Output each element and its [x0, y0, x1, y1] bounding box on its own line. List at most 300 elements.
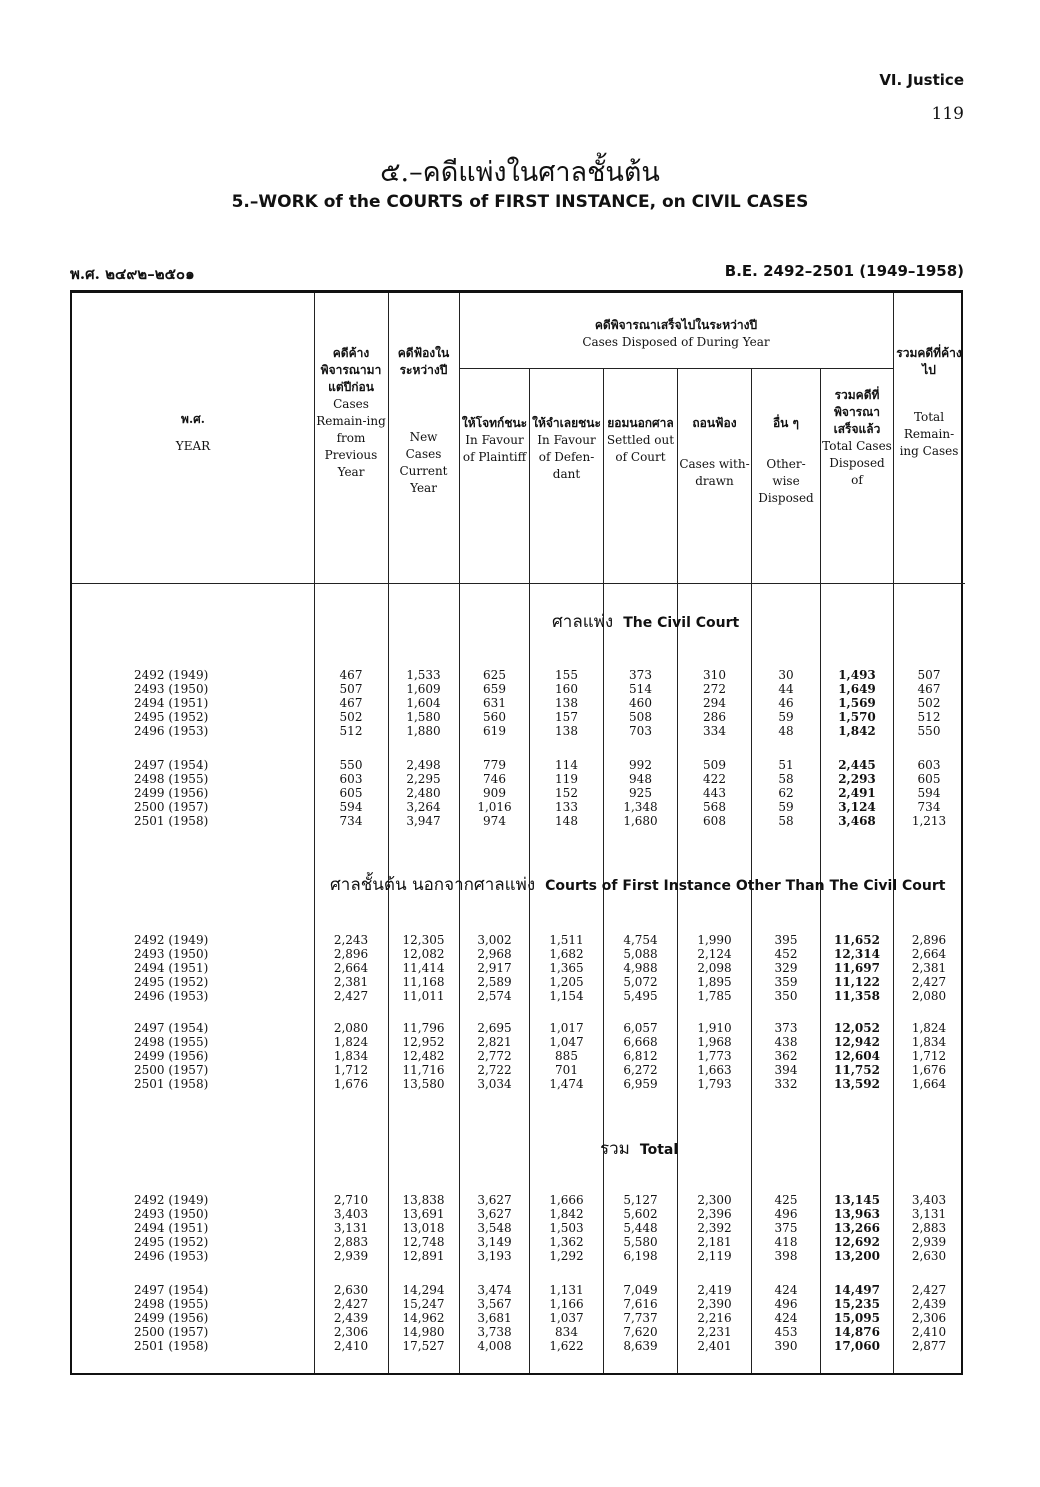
cell-settled: 5,495 [623, 989, 658, 1003]
cell-total-disposed: 12,604 [834, 1049, 880, 1063]
table-row [72, 933, 965, 947]
cell-defendant: 152 [555, 786, 578, 800]
cell-total-disposed: 12,942 [834, 1035, 880, 1049]
cell-defendant: 1,131 [549, 1283, 584, 1297]
cell-total-remaining: 502 [917, 696, 941, 710]
table-row [72, 682, 965, 696]
cell-new-cases: 13,838 [402, 1193, 445, 1207]
cell-otherwise: 350 [774, 989, 798, 1003]
cell-defendant: 1,154 [549, 989, 584, 1003]
table-row [72, 1339, 965, 1353]
table-row [72, 696, 965, 710]
cell-total-disposed: 15,095 [834, 1311, 880, 1325]
cell-new-cases: 14,980 [402, 1325, 445, 1339]
table-row [72, 786, 965, 800]
cell-remaining: 2,939 [333, 1249, 369, 1263]
cell-defendant: 119 [555, 772, 578, 786]
cell-settled: 6,272 [623, 1063, 658, 1077]
cell-total-remaining: 467 [917, 682, 941, 696]
civil-cases-table [70, 290, 963, 1375]
cell-settled: 7,737 [623, 1311, 658, 1325]
cell-year: 2501 (1958) [134, 1339, 209, 1353]
cell-total-remaining: 2,381 [911, 961, 947, 975]
cell-withdrawn: 2,216 [697, 1311, 732, 1325]
cell-year: 2499 (1956) [134, 786, 209, 800]
cell-withdrawn: 509 [703, 758, 726, 772]
period-thai: พ.ศ. ๒๔๙๒–๒๕๐๑ [70, 265, 195, 283]
cell-withdrawn: 310 [703, 668, 726, 682]
table-row [72, 1063, 965, 1077]
cell-total-disposed: 1,493 [838, 668, 876, 682]
cell-total-disposed: 11,122 [834, 975, 880, 989]
cell-new-cases: 15,247 [402, 1297, 445, 1311]
cell-total-disposed: 1,570 [838, 710, 876, 724]
cell-plaintiff: 3,193 [477, 1249, 512, 1263]
table-row [72, 1207, 965, 1221]
cell-year: 2499 (1956) [134, 1049, 209, 1063]
cell-new-cases: 2,480 [406, 786, 441, 800]
cell-total-remaining: 734 [917, 800, 941, 814]
cell-defendant: 1,842 [549, 1207, 584, 1221]
cell-plaintiff: 746 [483, 772, 506, 786]
cell-total-disposed: 11,697 [834, 961, 880, 975]
table-row [72, 1049, 965, 1063]
cell-total-remaining: 594 [917, 786, 941, 800]
cell-settled: 1,348 [623, 800, 658, 814]
cell-total-disposed: 13,266 [834, 1221, 880, 1235]
cell-plaintiff: 631 [483, 696, 506, 710]
cell-defendant: 160 [555, 682, 578, 696]
cell-total-remaining: 2,427 [911, 1283, 947, 1297]
cell-withdrawn: 2,231 [697, 1325, 732, 1339]
cell-otherwise: 332 [774, 1077, 798, 1091]
cell-defendant: 1,682 [549, 947, 584, 961]
cell-total-remaining: 1,213 [911, 814, 947, 828]
cell-total-remaining: 1,676 [911, 1063, 947, 1077]
header-new-cases: คดีฟ้องใน ระหว่างปี New Cases Current Year [397, 346, 450, 495]
cell-defendant: 1,166 [549, 1297, 584, 1311]
cell-year: 2498 (1955) [134, 1035, 209, 1049]
cell-defendant: 138 [555, 696, 578, 710]
table-row [72, 1325, 965, 1339]
cell-year: 2499 (1956) [134, 1311, 209, 1325]
cell-total-disposed: 11,752 [834, 1063, 880, 1077]
cell-year: 2495 (1952) [134, 710, 209, 724]
cell-settled: 6,812 [623, 1049, 658, 1063]
table-row [72, 814, 965, 828]
cell-year: 2495 (1952) [134, 975, 209, 989]
cell-total-disposed: 15,235 [834, 1297, 880, 1311]
header-total-remaining: รวมคดีที่ค้างไป Total Remain-ing Cases [896, 346, 962, 458]
cell-remaining: 1,824 [333, 1035, 369, 1049]
cell-total-remaining: 1,834 [911, 1035, 947, 1049]
cell-withdrawn: 2,098 [697, 961, 732, 975]
cell-year: 2498 (1955) [134, 772, 209, 786]
cell-otherwise: 452 [774, 947, 798, 961]
cell-total-remaining: 550 [917, 724, 941, 738]
cell-year: 2496 (1953) [134, 989, 209, 1003]
cell-new-cases: 12,482 [402, 1049, 445, 1063]
cell-new-cases: 2,498 [406, 758, 441, 772]
section-title-total: รวม Total [600, 1139, 679, 1159]
cell-total-disposed: 1,842 [838, 724, 876, 738]
cell-remaining: 2,439 [333, 1311, 369, 1325]
cell-otherwise: 424 [774, 1311, 798, 1325]
table-row [72, 724, 965, 738]
cell-total-remaining: 2,410 [911, 1325, 947, 1339]
cell-otherwise: 362 [774, 1049, 798, 1063]
cell-otherwise: 425 [774, 1193, 798, 1207]
cell-total-remaining: 2,306 [911, 1311, 947, 1325]
cell-total-disposed: 11,652 [834, 933, 880, 947]
cell-withdrawn: 272 [703, 682, 726, 696]
cell-remaining: 2,896 [333, 947, 369, 961]
cell-year: 2493 (1950) [134, 682, 209, 696]
cell-total-remaining: 603 [917, 758, 941, 772]
cell-plaintiff: 2,589 [477, 975, 512, 989]
cell-total-remaining: 1,712 [911, 1049, 947, 1063]
title-thai: ๕.–คดีแพ่งในศาลชั้นต้น [380, 157, 660, 188]
cell-new-cases: 1,609 [406, 682, 441, 696]
cell-settled: 5,088 [623, 947, 658, 961]
cell-remaining: 1,834 [333, 1049, 369, 1063]
cell-total-remaining: 605 [917, 772, 941, 786]
cell-new-cases: 1,880 [406, 724, 441, 738]
cell-year: 2494 (1951) [134, 1221, 209, 1235]
cell-new-cases: 17,527 [402, 1339, 445, 1353]
table-row [72, 1249, 965, 1263]
cell-withdrawn: 286 [703, 710, 726, 724]
cell-total-remaining: 507 [917, 668, 941, 682]
table-row [72, 1021, 965, 1035]
table-row [72, 668, 965, 682]
cell-new-cases: 13,580 [402, 1077, 445, 1091]
cell-settled: 6,198 [623, 1249, 658, 1263]
cell-year: 2497 (1954) [134, 1021, 209, 1035]
table-row [72, 772, 965, 786]
cell-withdrawn: 2,300 [697, 1193, 732, 1207]
cell-defendant: 1,503 [549, 1221, 584, 1235]
section-title-other-courts: ศาลชั้นต้น นอกจากศาลแพ่ง Courts of First Instance Other Than The Civil Court [330, 875, 946, 895]
cell-plaintiff: 974 [483, 814, 506, 828]
cell-defendant: 1,205 [549, 975, 584, 989]
cell-year: 2493 (1950) [134, 947, 209, 961]
table-row [72, 961, 965, 975]
cell-withdrawn: 2,419 [697, 1283, 732, 1297]
cell-plaintiff: 2,722 [477, 1063, 512, 1077]
cell-withdrawn: 294 [703, 696, 726, 710]
cell-withdrawn: 568 [703, 800, 726, 814]
header-withdrawn: ถอนฟ้อง Cases with-drawn [679, 416, 750, 488]
cell-total-disposed: 17,060 [834, 1339, 880, 1353]
cell-plaintiff: 2,968 [477, 947, 512, 961]
section-title-civil-court: ศาลแพ่ง The Civil Court [552, 612, 740, 632]
cell-defendant: 1,047 [549, 1035, 584, 1049]
cell-otherwise: 329 [774, 961, 798, 975]
cell-total-disposed: 13,592 [834, 1077, 880, 1091]
cell-year: 2500 (1957) [134, 800, 209, 814]
cell-remaining: 1,676 [333, 1077, 369, 1091]
cell-remaining: 2,427 [333, 989, 369, 1003]
cell-new-cases: 13,018 [402, 1221, 445, 1235]
cell-withdrawn: 1,793 [697, 1077, 732, 1091]
table-row [72, 1077, 965, 1091]
table-row [72, 1283, 965, 1297]
cell-otherwise: 46 [778, 696, 794, 710]
cell-withdrawn: 608 [703, 814, 726, 828]
cell-remaining: 467 [339, 696, 363, 710]
cell-total-disposed: 13,145 [834, 1193, 880, 1207]
cell-plaintiff: 4,008 [477, 1339, 512, 1353]
cell-withdrawn: 2,119 [697, 1249, 732, 1263]
cell-year: 2494 (1951) [134, 696, 209, 710]
cell-plaintiff: 3,738 [477, 1325, 512, 1339]
cell-total-disposed: 11,358 [834, 989, 880, 1003]
row-group [72, 933, 965, 1003]
cell-total-remaining: 2,630 [911, 1249, 947, 1263]
cell-total-disposed: 13,963 [834, 1207, 880, 1221]
table-row [72, 1297, 965, 1311]
cell-total-disposed: 12,052 [834, 1021, 880, 1035]
cell-settled: 7,620 [623, 1325, 658, 1339]
cell-otherwise: 438 [774, 1035, 798, 1049]
header-rule [459, 368, 893, 369]
cell-defendant: 1,292 [549, 1249, 584, 1263]
header-settled: ยอมนอกศาล Settled out of Court [606, 416, 675, 464]
cell-plaintiff: 659 [483, 682, 506, 696]
cell-remaining: 2,080 [333, 1021, 369, 1035]
cell-total-disposed: 14,876 [834, 1325, 880, 1339]
cell-withdrawn: 422 [703, 772, 726, 786]
cell-withdrawn: 2,401 [697, 1339, 732, 1353]
cell-total-remaining: 2,664 [911, 947, 947, 961]
period-english: B.E. 2492–2501 (1949–1958) [724, 262, 964, 280]
cell-withdrawn: 1,968 [697, 1035, 732, 1049]
row-group [72, 758, 965, 828]
cell-remaining: 2,381 [333, 975, 369, 989]
cell-total-disposed: 13,200 [834, 1249, 880, 1263]
cell-remaining: 3,403 [333, 1207, 369, 1221]
cell-otherwise: 59 [778, 710, 794, 724]
page-number: 119 [931, 104, 964, 124]
cell-plaintiff: 3,149 [477, 1235, 512, 1249]
section-label: VI. Justice [879, 71, 964, 89]
cell-new-cases: 11,796 [402, 1021, 445, 1035]
cell-remaining: 1,712 [333, 1063, 369, 1077]
cell-plaintiff: 3,034 [477, 1077, 512, 1091]
cell-plaintiff: 3,681 [477, 1311, 512, 1325]
cell-total-disposed: 2,293 [838, 772, 876, 786]
cell-plaintiff: 2,917 [477, 961, 512, 975]
cell-new-cases: 3,264 [406, 800, 441, 814]
cell-otherwise: 58 [778, 772, 794, 786]
cell-otherwise: 496 [774, 1207, 798, 1221]
cell-remaining: 502 [339, 710, 363, 724]
header-year: พ.ศ. YEAR [175, 412, 211, 453]
cell-defendant: 1,037 [549, 1311, 584, 1325]
cell-remaining: 2,710 [333, 1193, 369, 1207]
cell-new-cases: 11,716 [402, 1063, 445, 1077]
cell-settled: 460 [629, 696, 652, 710]
cell-withdrawn: 2,390 [697, 1297, 732, 1311]
cell-settled: 7,616 [623, 1297, 658, 1311]
cell-withdrawn: 2,124 [697, 947, 732, 961]
cell-total-remaining: 2,877 [911, 1339, 947, 1353]
table-row [72, 989, 965, 1003]
cell-defendant: 1,474 [549, 1077, 584, 1091]
row-group [72, 1193, 965, 1263]
cell-total-remaining: 2,883 [911, 1221, 947, 1235]
cell-defendant: 114 [555, 758, 578, 772]
cell-year: 2497 (1954) [134, 1283, 209, 1297]
cell-defendant: 138 [555, 724, 578, 738]
cell-new-cases: 12,748 [402, 1235, 445, 1249]
cell-settled: 5,602 [623, 1207, 658, 1221]
cell-otherwise: 418 [774, 1235, 798, 1249]
cell-year: 2496 (1953) [134, 724, 209, 738]
cell-total-remaining: 2,439 [911, 1297, 947, 1311]
table-row [72, 800, 965, 814]
cell-plaintiff: 3,548 [477, 1221, 512, 1235]
cell-total-disposed: 12,314 [834, 947, 880, 961]
cell-withdrawn: 1,773 [697, 1049, 732, 1063]
cell-year: 2492 (1949) [134, 668, 209, 682]
cell-otherwise: 453 [774, 1325, 798, 1339]
cell-defendant: 155 [555, 668, 578, 682]
cell-plaintiff: 2,695 [477, 1021, 512, 1035]
cell-otherwise: 496 [774, 1297, 798, 1311]
cell-year: 2496 (1953) [134, 1249, 209, 1263]
cell-otherwise: 48 [778, 724, 794, 738]
cell-year: 2501 (1958) [134, 1077, 209, 1091]
cell-withdrawn: 2,396 [697, 1207, 732, 1221]
cell-new-cases: 11,011 [402, 989, 445, 1003]
cell-new-cases: 2,295 [406, 772, 441, 786]
cell-otherwise: 62 [778, 786, 794, 800]
cell-otherwise: 359 [774, 975, 798, 989]
cell-withdrawn: 1,895 [697, 975, 732, 989]
header-plaintiff: ให้โจทก์ชนะ In Favour of Plaintiff [461, 416, 528, 464]
header-defendant: ให้จำเลยชนะ In Favour of Defen-dant [532, 416, 601, 481]
cell-settled: 6,057 [623, 1021, 658, 1035]
cell-total-remaining: 3,403 [911, 1193, 947, 1207]
header-bottom-rule [72, 583, 965, 584]
cell-otherwise: 424 [774, 1283, 798, 1297]
cell-new-cases: 12,082 [402, 947, 445, 961]
cell-remaining: 2,630 [333, 1283, 369, 1297]
cell-total-disposed: 1,569 [838, 696, 876, 710]
cell-otherwise: 30 [778, 668, 794, 682]
cell-withdrawn: 1,990 [697, 933, 732, 947]
cell-remaining: 2,664 [333, 961, 369, 975]
cell-withdrawn: 2,392 [697, 1221, 732, 1235]
cell-settled: 508 [629, 710, 652, 724]
cell-new-cases: 14,962 [402, 1311, 445, 1325]
cell-remaining: 2,883 [333, 1235, 369, 1249]
cell-withdrawn: 443 [703, 786, 726, 800]
cell-defendant: 1,666 [549, 1193, 584, 1207]
cell-total-disposed: 2,491 [838, 786, 876, 800]
table-row [72, 1193, 965, 1207]
cell-settled: 1,680 [623, 814, 658, 828]
cell-remaining: 467 [339, 668, 363, 682]
table-row [72, 947, 965, 961]
cell-total-remaining: 2,896 [911, 933, 947, 947]
cell-plaintiff: 2,574 [477, 989, 512, 1003]
cell-settled: 4,988 [623, 961, 658, 975]
cell-plaintiff: 3,002 [477, 933, 512, 947]
table-row [72, 1221, 965, 1235]
cell-otherwise: 394 [774, 1063, 798, 1077]
title-english: 5.–WORK of the COURTS of FIRST INSTANCE, on CIVIL CASES [231, 192, 809, 212]
row-group [72, 1021, 965, 1091]
cell-defendant: 148 [555, 814, 578, 828]
header-total-disposed: รวมคดีที่พิจารณาเสร็จแล้ว Total Cases Disposed of [822, 388, 892, 487]
table-row [72, 1311, 965, 1325]
cell-withdrawn: 1,910 [697, 1021, 732, 1035]
cell-new-cases: 13,691 [402, 1207, 445, 1221]
cell-remaining: 2,410 [333, 1339, 369, 1353]
cell-remaining: 2,306 [333, 1325, 369, 1339]
cell-year: 2501 (1958) [134, 814, 209, 828]
cell-otherwise: 51 [778, 758, 794, 772]
cell-year: 2500 (1957) [134, 1063, 209, 1077]
cell-total-remaining: 512 [917, 710, 941, 724]
cell-settled: 7,049 [623, 1283, 658, 1297]
cell-total-disposed: 1,649 [838, 682, 876, 696]
cell-new-cases: 1,604 [406, 696, 441, 710]
cell-total-remaining: 2,080 [911, 989, 947, 1003]
cell-year: 2493 (1950) [134, 1207, 209, 1221]
cell-defendant: 1,511 [549, 933, 584, 947]
cell-new-cases: 1,580 [406, 710, 441, 724]
cell-year: 2495 (1952) [134, 1235, 209, 1249]
cell-defendant: 1,622 [549, 1339, 584, 1353]
cell-defendant: 133 [555, 800, 578, 814]
table-row [72, 1035, 965, 1049]
cell-total-remaining: 3,131 [911, 1207, 947, 1221]
cell-plaintiff: 3,474 [477, 1283, 512, 1297]
cell-defendant: 834 [555, 1325, 578, 1339]
cell-year: 2492 (1949) [134, 933, 209, 947]
cell-total-remaining: 1,664 [911, 1077, 947, 1091]
cell-settled: 925 [629, 786, 652, 800]
cell-settled: 373 [629, 668, 652, 682]
cell-plaintiff: 3,627 [477, 1193, 512, 1207]
cell-remaining: 734 [339, 814, 363, 828]
table-row [72, 975, 965, 989]
cell-new-cases: 1,533 [406, 668, 441, 682]
cell-settled: 5,448 [623, 1221, 658, 1235]
cell-remaining: 512 [339, 724, 363, 738]
cell-total-disposed: 12,692 [834, 1235, 880, 1249]
header-otherwise: อื่น ๆ Other-wise Disposed [758, 416, 814, 505]
cell-plaintiff: 2,821 [477, 1035, 512, 1049]
cell-new-cases: 14,294 [402, 1283, 445, 1297]
header-remaining-prev: คดีค้าง พิจารณามา แต่ปีก่อน Cases Remain-ing from Previous Year [316, 346, 386, 479]
cell-plaintiff: 909 [483, 786, 506, 800]
cell-withdrawn: 1,785 [697, 989, 732, 1003]
cell-defendant: 1,362 [549, 1235, 584, 1249]
cell-settled: 6,668 [623, 1035, 658, 1049]
cell-settled: 5,072 [623, 975, 658, 989]
table-row [72, 710, 965, 724]
cell-otherwise: 375 [774, 1221, 798, 1235]
cell-settled: 703 [629, 724, 652, 738]
cell-total-remaining: 1,824 [911, 1021, 947, 1035]
cell-otherwise: 395 [774, 933, 798, 947]
cell-new-cases: 12,952 [402, 1035, 445, 1049]
